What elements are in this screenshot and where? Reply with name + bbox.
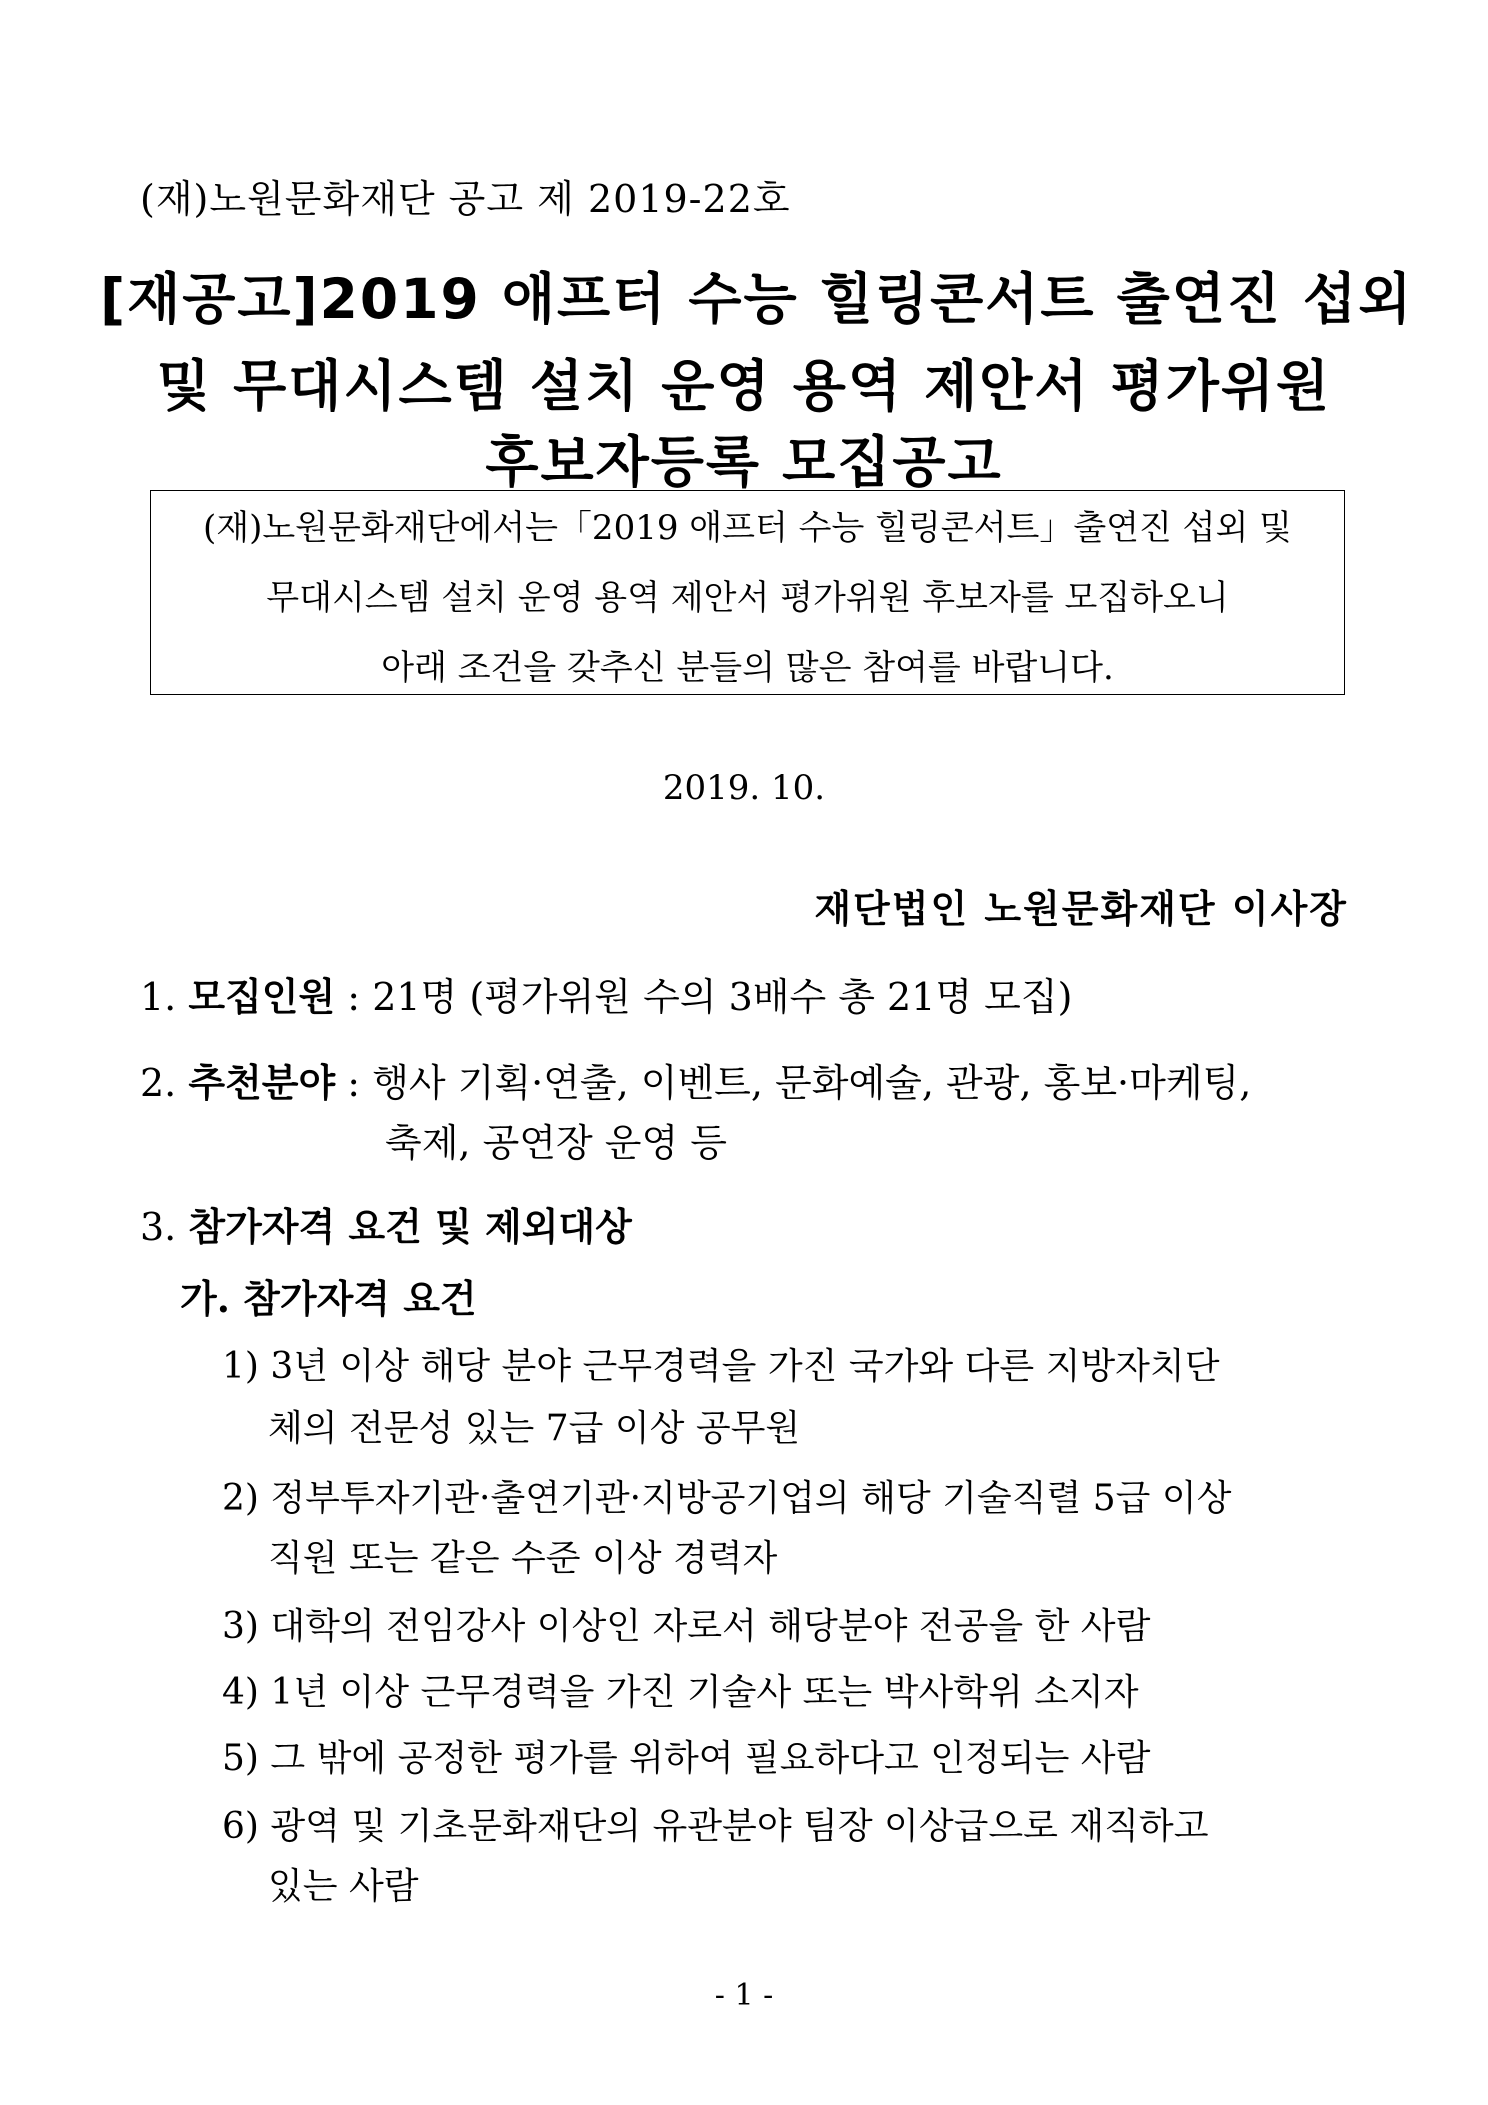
list-item-text: 대학의 전임강사 이상인 자로서 해당분야 전공을 한 사람 <box>270 1606 1151 1647</box>
notice-number: (재)노원문화재단 공고 제 2019-22호 <box>140 177 791 221</box>
section-1-value: 21명 (평가위원 수의 3배수 총 21명 모집) <box>372 975 1073 1019</box>
intro-line-3: 아래 조건을 갖추신 분들의 많은 참여를 바랍니다. <box>381 648 1114 688</box>
list-item <box>222 1470 1231 1521</box>
notice-date: 2019. 10. <box>662 768 826 808</box>
title-line-3: 후보자등록 모집공고 <box>485 430 1003 494</box>
section-2-value-line-1: 행사 기획·연출, 이벤트, 문화예술, 관광, 홍보·마케팅, <box>372 1061 1252 1105</box>
section-2-value-line-2: 축제, 공연장 운영 등 <box>385 1121 727 1165</box>
signer: 재단법인 노원문화재단 이사장 <box>814 886 1348 931</box>
list-item-number: 1) <box>222 1346 259 1387</box>
intro-line-1: (재)노원문화재단에서는「2019 애프터 수능 힐링콘서트」출연진 섭외 및 <box>202 508 1293 548</box>
list-item-number: 5) <box>222 1738 259 1779</box>
list-item-continuation: 직원 또는 같은 수준 이상 경력자 <box>268 1538 778 1579</box>
section-3 <box>140 1196 632 1251</box>
list-item-continuation: 있는 사람 <box>268 1866 419 1907</box>
list-item-number: 3) <box>222 1606 259 1647</box>
list-item-number: 2) <box>222 1478 259 1519</box>
section-1-label: 모집인원 <box>188 974 336 1019</box>
section-1-separator: : <box>347 975 361 1019</box>
list-item-text: 광역 및 기초문화재단의 유관분야 팀장 이상급으로 재직하고 <box>270 1806 1209 1847</box>
list-item <box>222 1730 1150 1781</box>
list-item-text: 1년 이상 근무경력을 가진 기술사 또는 박사학위 소지자 <box>270 1672 1139 1713</box>
list-item-text: 3년 이상 해당 분야 근무경력을 가진 국가와 다른 지방자치단 <box>270 1346 1220 1387</box>
section-2-separator: : <box>347 1061 361 1105</box>
section-3-label: 참가자격 요건 및 제외대상 <box>188 1204 632 1249</box>
list-item <box>222 1338 1219 1389</box>
section-3-number: 3. <box>140 1205 177 1249</box>
list-item <box>222 1798 1208 1849</box>
list-item-number: 4) <box>222 1672 259 1713</box>
list-item-text: 그 밖에 공정한 평가를 위하여 필요하다고 인정되는 사람 <box>270 1738 1151 1779</box>
section-2-label: 추천분야 <box>188 1060 336 1105</box>
list-item-text: 정부투자기관·출연기관·지방공기업의 해당 기술직렬 5급 이상 <box>270 1478 1232 1519</box>
list-item-number: 6) <box>222 1806 259 1847</box>
title-line-2: 및 무대시스템 설치 운영 용역 제안서 평가위원 <box>156 354 1332 418</box>
section-2-number: 2. <box>140 1061 177 1105</box>
list-item <box>222 1598 1150 1649</box>
section-1 <box>140 966 1072 1021</box>
list-item-continuation: 체의 전문성 있는 7급 이상 공무원 <box>268 1408 801 1449</box>
title-line-1: [재공고]2019 애프터 수능 힐링콘서트 출연진 섭외 <box>100 267 1414 331</box>
list-item <box>222 1664 1139 1715</box>
section-1-number: 1. <box>140 975 177 1019</box>
page-number: - 1 - <box>714 1978 774 2013</box>
section-2 <box>140 1052 1251 1107</box>
section-3-sub-a-label: 가. 참가자격 요건 <box>180 1276 477 1321</box>
intro-line-2: 무대시스템 설치 운영 용역 제안서 평가위원 후보자를 모집하오니 <box>266 578 1229 618</box>
